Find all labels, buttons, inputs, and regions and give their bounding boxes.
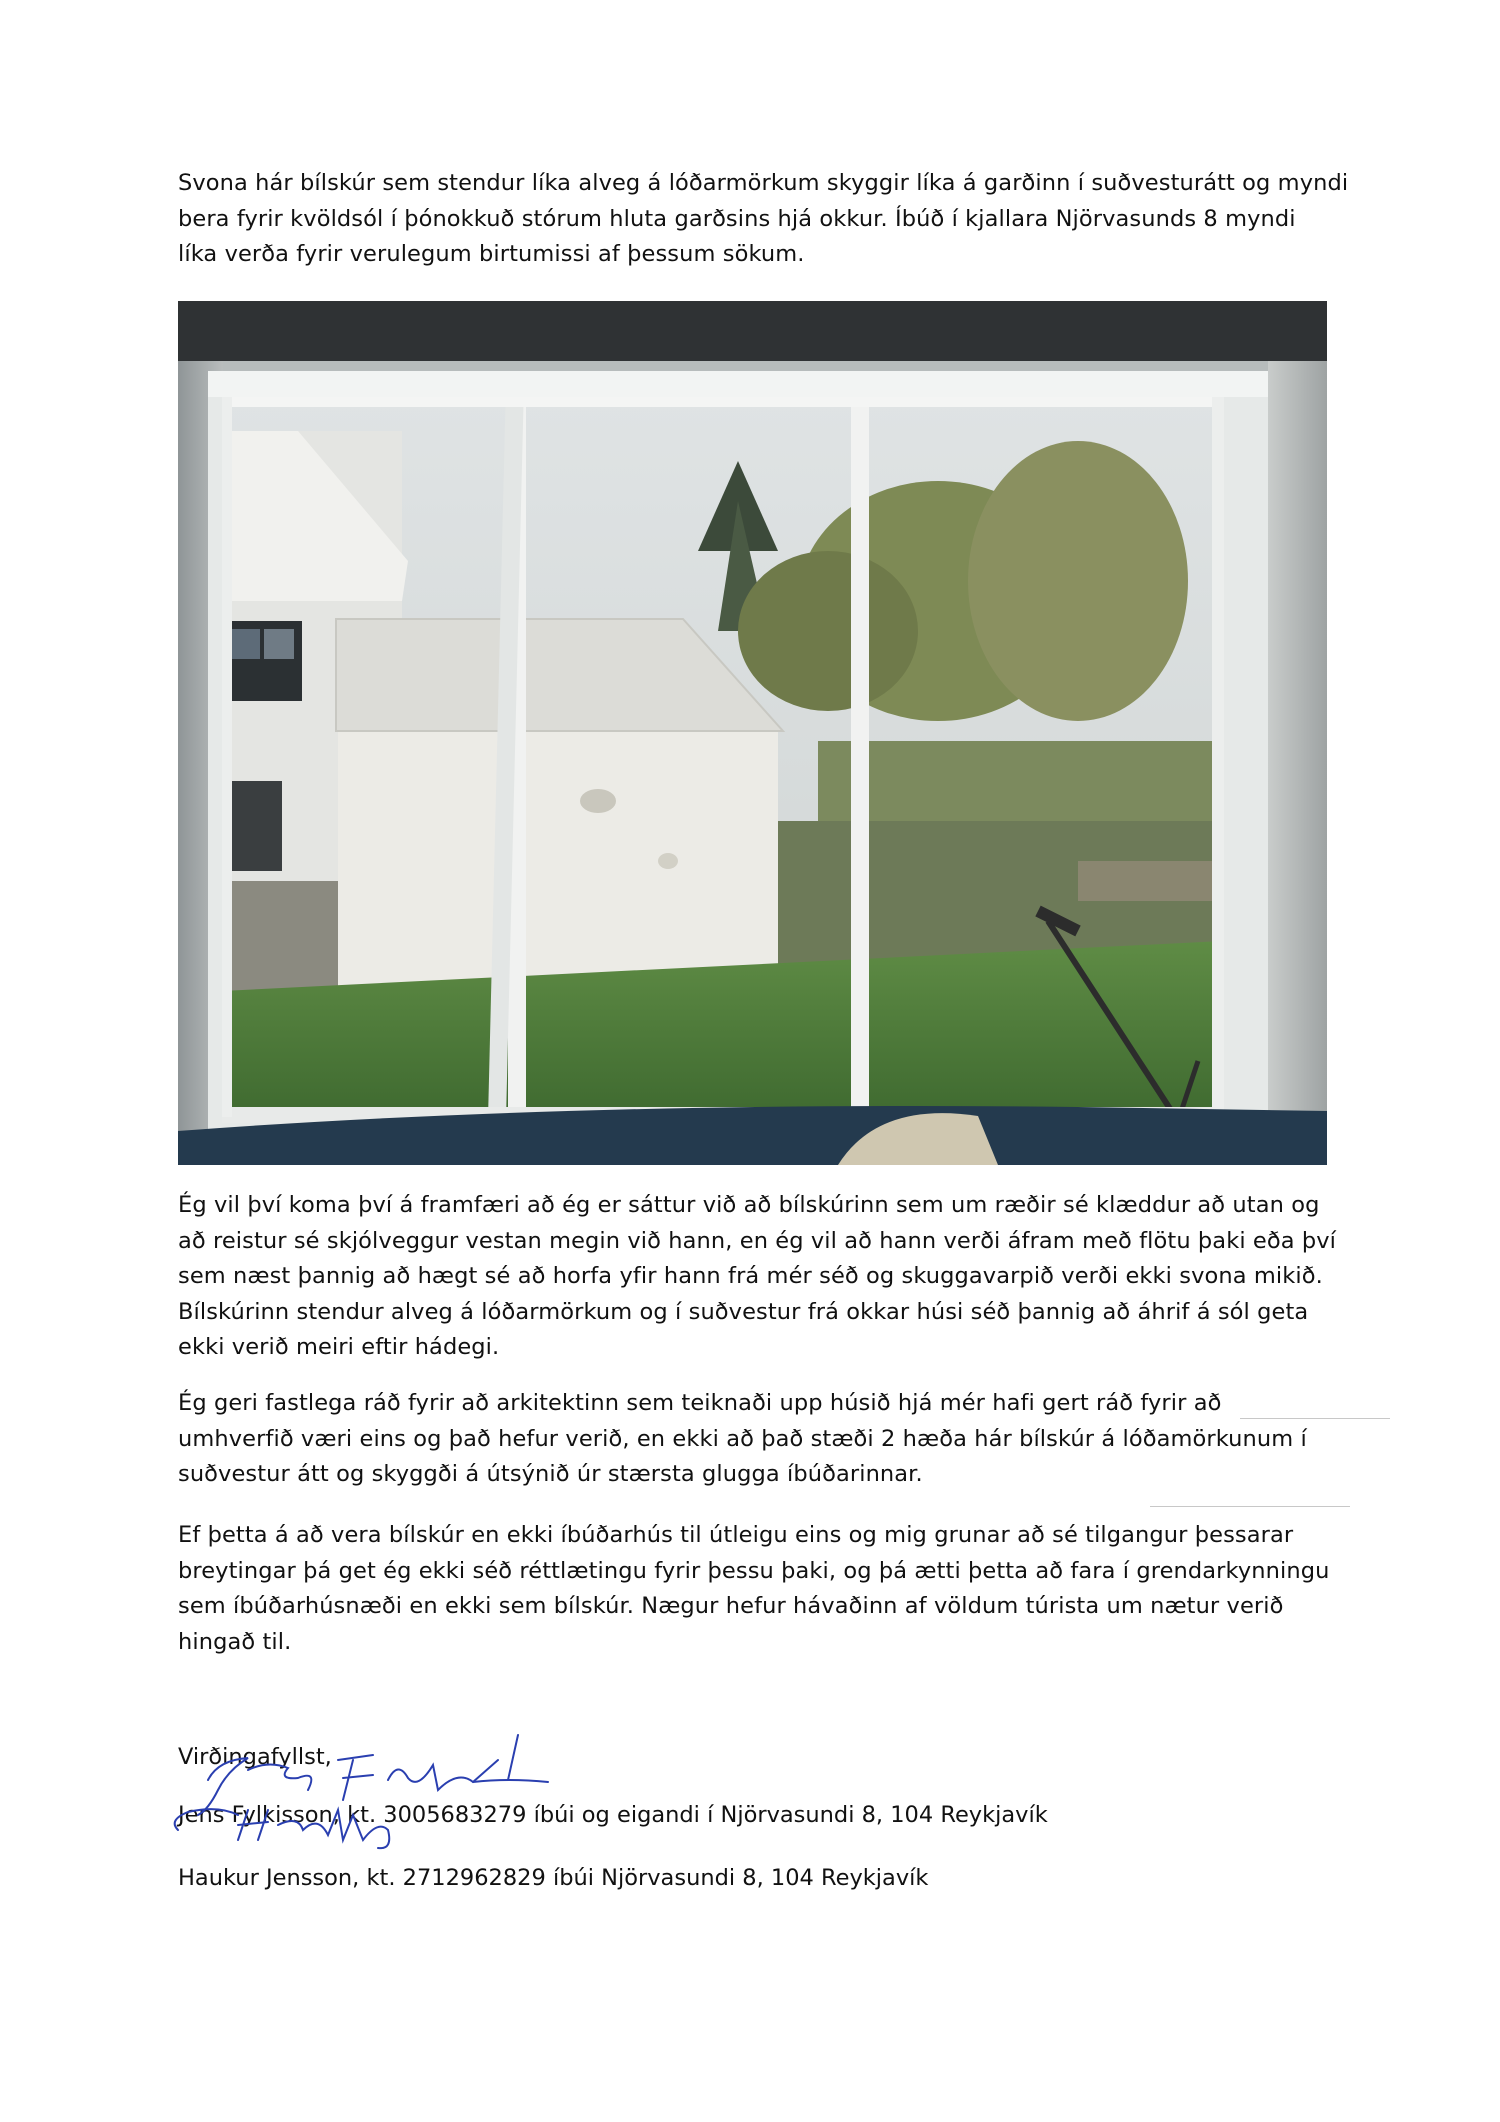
intro-line: bera fyrir kvöldsól í þónokkuð stórum hluta garðsins hjá okkur. Íbúð í kjallara Njörvasunds 8 myndi bbox=[178, 205, 1296, 232]
paragraph-line: umhverfið væri eins og það hefur verið, en ekki að það stæði 2 hæða hár bílskúr á lóðamörkunum í bbox=[178, 1425, 1307, 1452]
paragraph-line: sem íbúðarhúsnæði en ekki sem bílskúr. Nægur hefur hávaðinn af völdum túrista um nætur verið bbox=[178, 1593, 1284, 1619]
signer-1-line: Jens Fylkisson, kt. 3005683279 íbúi og eigandi í Njörvasundi 8, 104 Reykjavík bbox=[178, 1802, 1048, 1828]
signature-block bbox=[178, 1740, 1328, 1900]
paragraph-line: Ef þetta á að vera bílskúr en ekki íbúðarhús til útleigu eins og mig grunar að sé tilgangur þessarar bbox=[178, 1522, 1294, 1548]
paragraph-line: að reistur sé skjólveggur vestan megin við hann, en ég vil að hann verði áfram með flötu þaki eða því bbox=[178, 1227, 1337, 1254]
paragraph-line: breytingar þá get ég ekki séð réttlætingu fyrir þessu þaki, og þá ætti þetta að fara í grendarkynningu bbox=[178, 1557, 1330, 1584]
intro-paragraph bbox=[178, 166, 1349, 273]
paragraph-3 bbox=[178, 1518, 1328, 1660]
paragraph-2 bbox=[178, 1386, 1328, 1493]
paragraph-1 bbox=[178, 1188, 1337, 1366]
intro-line: líka verða fyrir verulegum birtumissi af þessum sökum. bbox=[178, 241, 805, 267]
intro-line: Svona hár bílskúr sem stendur líka alveg á lóðarmörkum skyggir líka á garðinn í suðvesturátt og myndi bbox=[178, 170, 1349, 196]
scan-artifact bbox=[1240, 1418, 1390, 1419]
paragraph-line: suðvestur átt og skyggði á útsýnið úr stærsta glugga íbúðarinnar. bbox=[178, 1461, 923, 1487]
closing-text: Virðingafyllst, bbox=[178, 1744, 332, 1770]
paragraph-line: Bílskúrinn stendur alveg á lóðarmörkum og í suðvestur frá okkar húsi séð þannig að áhrif á sól geta bbox=[178, 1298, 1309, 1325]
paragraph-line: Ég geri fastlega ráð fyrir að arkitektinn sem teiknaði upp húsið hjá mér hafi gert ráð fyrir að bbox=[178, 1390, 1222, 1416]
signer-2-line: Haukur Jensson, kt. 2712962829 íbúi Njörvasundi 8, 104 Reykjavík bbox=[178, 1865, 929, 1891]
window-view-photo bbox=[178, 301, 1327, 1165]
paragraph-line: ekki verið meiri eftir hádegi. bbox=[178, 1334, 500, 1360]
paragraph-line: sem næst þannig að hægt sé að horfa yfir hann frá mér séð og skuggavarpið verði ekki svona mikið. bbox=[178, 1263, 1323, 1289]
paragraph-line: hingað til. bbox=[178, 1628, 292, 1655]
scan-artifact bbox=[1150, 1506, 1350, 1507]
paragraph-line: Ég vil því koma því á framfæri að ég er sáttur við að bílskúrinn sem um ræðir sé klæddur að utan og bbox=[178, 1192, 1320, 1218]
